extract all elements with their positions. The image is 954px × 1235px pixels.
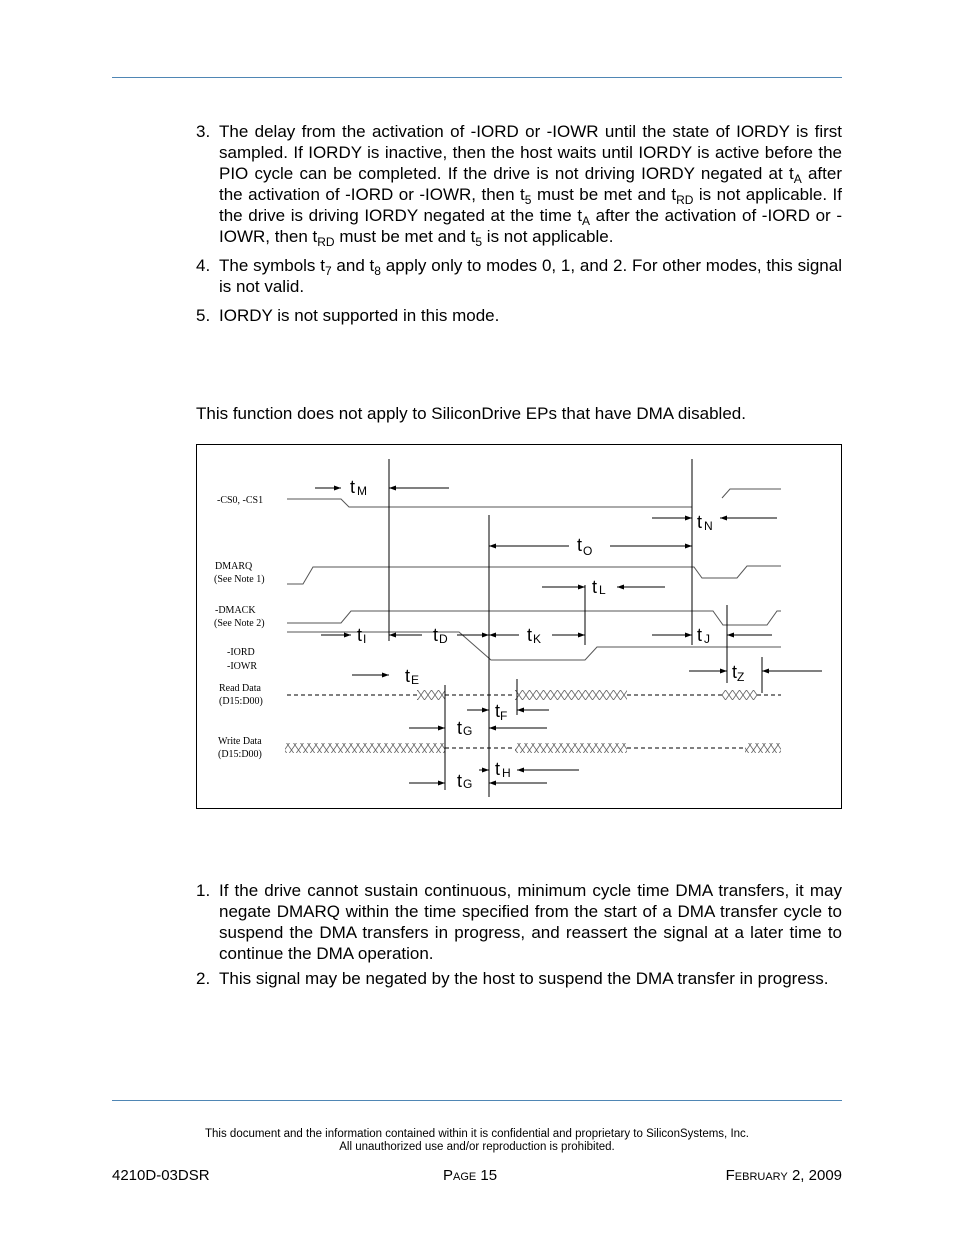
timing-label-tn: t N: [697, 512, 713, 533]
signal-label-cs: -CS0, -CS1: [217, 495, 264, 506]
waveform-write-data: [285, 743, 781, 753]
timing-label-tm: t M: [350, 477, 368, 498]
waveform-dmarq: [287, 566, 781, 584]
signal-label-read-bus: (D15:D00): [219, 696, 263, 707]
timing-label-tz: tZ: [732, 662, 745, 684]
note-text: If the drive cannot sustain continuous, minimum cycle time DMA transfers, it may negate DMARQ within the time specified from the start of a DMA transfer cycle to suspend the DMA transfers in progress, and reassert the signal at a later time to continue the DMA operation.: [219, 881, 842, 963]
footer-rule: [112, 1100, 842, 1101]
note-number: 4.: [196, 256, 211, 275]
subscript: RD: [676, 193, 694, 207]
timing-label-tk: tK: [527, 625, 542, 646]
timing-label-tj: t J: [697, 625, 711, 646]
note-item-4: [196, 255, 842, 297]
note-number: 5.: [196, 306, 211, 325]
subscript: A: [582, 214, 591, 228]
waveform-dmack: [287, 611, 781, 625]
note-item-2: [196, 968, 842, 989]
dma-timing-diagram: [196, 444, 842, 809]
note-item-3: [196, 121, 842, 247]
subscript: 5: [475, 235, 483, 249]
confidentiality-notice: [0, 1128, 954, 1154]
signal-label-dmarq-note: (See Note 1): [214, 574, 265, 585]
timing-diagram-svg: [197, 445, 843, 810]
header-rule: [112, 77, 842, 78]
note-number: 1.: [196, 881, 211, 900]
note-number: 3.: [196, 122, 211, 141]
waveform-cs-end: [722, 489, 781, 498]
doc-id: 4210D-03DSR: [112, 1167, 210, 1184]
subscript: 5: [524, 193, 532, 207]
timing-label-td: tD: [433, 625, 448, 646]
confidential-line-2: All unauthorized use and/or reproduction is prohibited.: [339, 1141, 615, 1153]
notes-list-top: [196, 121, 842, 326]
timing-label-te: tE: [405, 666, 420, 687]
timing-label-tf: tF: [495, 701, 508, 723]
subscript: A: [793, 172, 802, 186]
note-text: The delay from the activation of -IORD or -IOWR until the state of IORDY is first sampled. If IORDY is inactive, then the host waits until IORDY is active before the PIO cycle can be completed. If the drive is not driving IORDY negated at $t_A$ after the activation of -IORD or -IOWR, then $t_5$ must be met and $t_{RD}$ is not applicable. If the drive is driving IORDY negated at the time $t_A$ after the activation of -IORD or -IOWR, then $t_{RD}$ must be met and $t_5$ is not applicable.: [219, 122, 843, 249]
waveform-read-data: [287, 690, 781, 700]
subscript: RD: [317, 235, 335, 249]
signal-label-iowr: -IOWR: [227, 661, 257, 672]
waveform-cs: [287, 499, 692, 507]
note-item-1: [196, 880, 842, 964]
timing-label-to: $t_O$: [577, 535, 593, 558]
doc-date: [726, 1167, 842, 1185]
timing-label-ti: tI: [357, 625, 367, 646]
signal-label-dmack-note: (See Note 2): [214, 618, 265, 629]
signal-label-dmack: -DMACK: [215, 605, 256, 616]
page-num: 15: [480, 1167, 498, 1184]
notes-list-bottom: [196, 880, 842, 989]
page-word: Page: [443, 1167, 477, 1184]
note-text: IORDY is not supported in this mode.: [219, 306, 500, 325]
timing-label-th: t H: [495, 759, 511, 780]
signal-label-write-data: Write Data: [218, 736, 262, 747]
signal-label-dmarq: DMARQ: [215, 561, 253, 572]
note-text: The symbols $t_7$ and $t_8$ apply only to modes 0, 1, and 2. For other modes, this signal is not valid.: [219, 256, 842, 296]
confidential-line-1: This document and the information contained within it is confidential and proprietary to SiliconSystems, Inc.: [205, 1128, 749, 1140]
date-rest: 2, 2009: [791, 1167, 842, 1184]
signal-label-read-data: Read Data: [219, 683, 261, 694]
timing-label-tl: t L: [592, 577, 606, 597]
timing-label-tg-read: tG: [457, 718, 473, 738]
note-item-5: [196, 305, 842, 326]
note-number: 2.: [196, 969, 211, 988]
subscript: 8: [374, 264, 381, 278]
subscript: 7: [324, 264, 332, 278]
note-text: This signal may be negated by the host to suspend the DMA transfer in progress.: [219, 969, 829, 988]
page-number: [443, 1167, 497, 1185]
date-month: February: [725, 1167, 788, 1184]
timing-label-tg-write: tG: [457, 771, 473, 791]
signal-label-iord: -IORD: [227, 647, 255, 658]
signal-label-write-bus: (D15:D00): [218, 749, 262, 760]
dma-statement: This function does not apply to SiliconDrive EPs that have DMA disabled.: [196, 404, 746, 423]
